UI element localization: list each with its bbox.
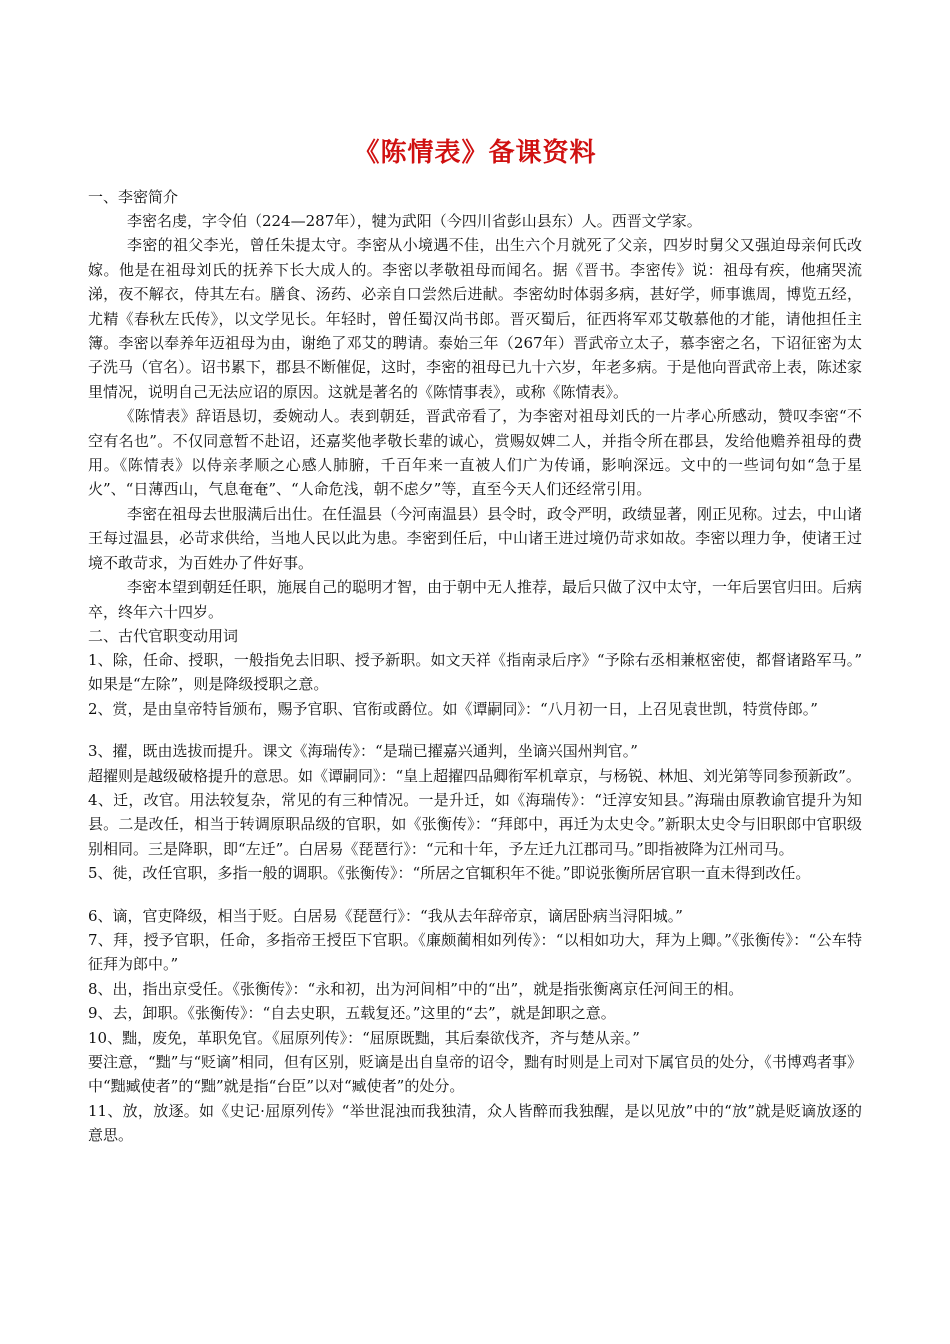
spacer — [88, 886, 862, 904]
list-item: 超擢则是越级破格提升的意思。如《谭嗣同》：“皇上超擢四品卿衔军机章京，与杨锐、林旭、刘光第等同参预新政”。 — [88, 766, 861, 785]
page-title: 《陈情表》备课资料 — [353, 138, 597, 168]
list-item: 7、拜，授予官职，任命，多指帝王授臣下官职。《廉颇蔺相如列传》：“以相如功大，拜为上卿。”《张衡传》：“公车特征拜为郎中。” — [88, 930, 862, 974]
list-item: 8、出，指出京受任。《张衡传》：“永和初，出为河间相”中的“出”，就是指张衡离京任河间王的相。 — [88, 979, 744, 998]
paragraph: 李密名虔，字令伯（224—287年），犍为武阳（今四川省彭山县东）人。西晋文学家。 — [127, 212, 702, 230]
list-item: 9、去，卸职。《张衡传》：“自去史职，五载复还。”这里的“去”，就是卸职之意。 — [88, 1004, 616, 1023]
paragraph: 李密本望到朝廷任职，施展自己的聪明才智，由于朝中无人推荐，最后只做了汉中太守，一年后罢官归田。后病卒，终年六十四岁。 — [88, 578, 863, 621]
list-item: 4、迁，改官。用法较复杂，常见的有三种情况。一是升迁，如《海瑞传》：“迁淳安知县。”海瑞由原教谕官提升为知县。二是改任，相当于转调原职品级的官职，如《张衡传》：“拜郎中，再迁为太史令。”新职太史令与旧职郎中官职级别相同。三是降职，即“左迁”。白居易《琵琶行》：“元和十年，予左迁九江郡司马。”即指被降为江州司马。 — [88, 790, 862, 858]
list-item: 11、放，放逐。如《史记·屈原列传》“举世混浊而我独清，众人皆醉而我独醒，是以见放”中的“放”就是贬谪放逐的意思。 — [88, 1101, 862, 1145]
paragraph: 李密的祖父李光，曾任朱提太守。李密从小境遇不佳，出生六个月就死了父亲，四岁时舅父又强迫母亲何氏改嫁。他是在祖母刘氏的抚养下长大成人的。李密以孝敬祖母而闻名。据《晋书。李密传》说：祖母有疾，他痛哭流涕，夜不解衣，侍其左右。膳食、汤药、必亲自口尝然后进献。李密幼时体弱多病，甚好学，师事谯周，博览五经，尤精《春秋左氏传》，以文学见长。年轻时，曾任蜀汉尚书郎。晋灭蜀后，征西将军邓艾敬慕他的才能，请他担任主簿。李密以奉养年迈祖母为由，谢绝了邓艾的聘请。泰始三年（267年）晋武帝立太子，慕李密之名，下诏征密为太子洗马（官名）。诏书累下，郡县不断催促，这时，李密的祖母已九十六岁，年老多病。于是他向晋武帝上表，陈述家里情况，说明自己无法应诏的原因。这就是著名的《陈情事表》，或称《陈情表》。 — [88, 236, 862, 401]
list-item: 1、除，任命、授职，一般指免去旧职、授予新职。如文天祥《指南录后序》“予除右丞相兼枢密使，都督诸路军马。” 如果是“左除”，则是降级授职之意。 — [88, 650, 862, 694]
list-item: 要注意，“黜”与“贬谪”相同，但有区别，贬谪是出自皇帝的诏令，黜有时则是上司对下属官员的处分，《书博鸡者事》中“黜臧使者”的“黜”就是指“台臣”以对“臧使者”的处分。 — [88, 1053, 862, 1096]
section-heading-official-terms: 二、古代官职变动用词 — [88, 626, 239, 645]
section-heading-biography: 一、李密简介 — [88, 188, 179, 206]
spacer — [88, 721, 862, 739]
list-item: 10、黜，废免，革职免官。《屈原列传》：“屈原既黜，其后秦欲伐齐，齐与楚从亲。” — [88, 1028, 640, 1047]
list-item: 5、徙，改任官职，多指一般的调职。《张衡传》：“所居之官辄积年不徙。”即说张衡所居官职一直未得到改任。 — [88, 864, 811, 883]
paragraph: 《陈情表》辞语恳切，委婉动人。表到朝廷，晋武帝看了，为李密对祖母刘氏的一片孝心所感动，赞叹李密“不空有名也”。不仅同意暂不赴诏，还嘉奖他孝敬长辈的诚心，赏赐奴婢二人，并指令所在郡县，发给他赡养祖母的费用。《陈情表》以侍亲孝顺之心感人肺腑，千百年来一直被人们广为传诵，影响深远。文中的一些词句如“急于星火”、“日薄西山，气息奄奄”、“人命危浅，朝不虑夕”等，直至今天人们还经常引用。 — [88, 407, 862, 499]
paragraph: 李密在祖母去世服满后出仕。在任温县（今河南温县）县令时，政令严明，政绩显著，刚正见称。过去，中山诸王每过温县，必苛求供给，当地人民以此为患。李密到任后，中山诸王进过境仍苛求如故。李密以理力争，使诸王过境不敢苛求，为百姓办了件好事。 — [88, 504, 863, 572]
list-item: 3、擢，既由选拔而提升。课文《海瑞传》：“是瑞已擢嘉兴通判，坐谪兴国州判官。” — [88, 742, 638, 761]
list-item: 6、谪，官吏降级，相当于贬。白居易《琵琶行》：“我从去年辞帝京，谪居卧病当浔阳城。” — [88, 906, 683, 925]
list-item: 2、赏，是由皇帝特旨颁布，赐予官职、官衔或爵位。如《谭嗣同》：“八月初一日，上召见袁世凯，特赏侍郎。” — [88, 699, 818, 718]
